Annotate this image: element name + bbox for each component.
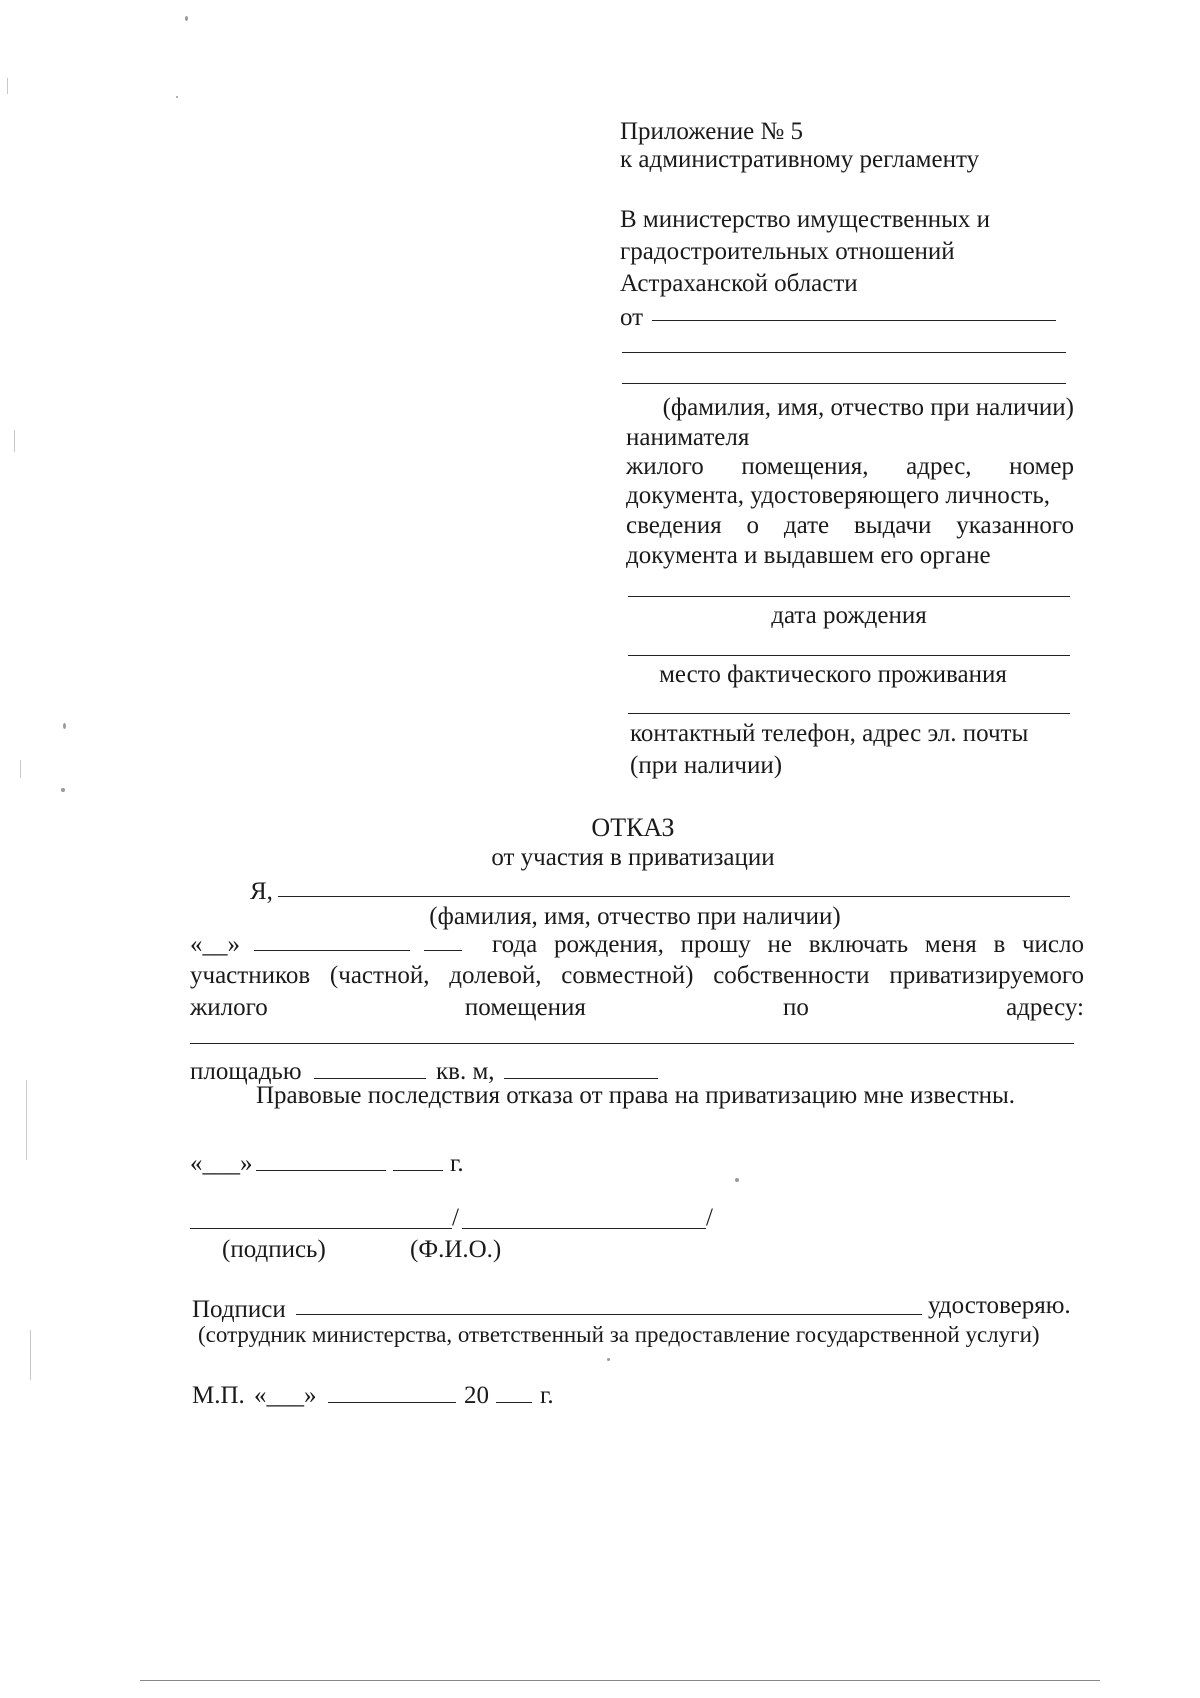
scan-speck — [63, 723, 66, 729]
participants-text: участников (частной, долевой, совместной) собственности приватизируемого — [190, 962, 1084, 989]
contact-caption: контактный телефон, адрес эл. почты — [630, 720, 1029, 747]
employee-field[interactable] — [296, 1314, 922, 1315]
appendix-title: Приложение № 5 — [620, 118, 804, 145]
dwelling-address-text: жилого помещения по адресу: — [190, 994, 1084, 1021]
consequences-text: Правовые последствия отказа от права на приватизацию мне известны. — [256, 1082, 1016, 1109]
date-day-field[interactable]: «___» — [190, 1150, 253, 1177]
scan-mark — [20, 760, 21, 778]
address-field[interactable] — [190, 1043, 1074, 1044]
area-label: площадью — [190, 1058, 302, 1085]
residence-field[interactable] — [628, 655, 1070, 656]
id-document-caption: документа, удостоверяющего личность, — [626, 482, 1051, 509]
date-year-suffix: г. — [450, 1150, 464, 1177]
applicant-field-2[interactable] — [622, 352, 1066, 353]
fio-caption: (фамилия, имя, отчество при наличии) — [662, 394, 1074, 421]
contact-caption-optional: (при наличии) — [630, 752, 783, 779]
fio-caption-body: (фамилия, имя, отчество при наличии) — [429, 903, 841, 930]
area-unit: кв. м, — [436, 1058, 495, 1085]
stamp-month-field[interactable] — [328, 1402, 456, 1403]
applicant-field-3[interactable] — [622, 383, 1066, 384]
page-edge-line — [140, 1680, 1100, 1681]
fio-field[interactable] — [278, 896, 1070, 897]
from-field[interactable] — [652, 320, 1056, 321]
signatures-label: Подписи — [192, 1296, 286, 1323]
scan-mark — [26, 1080, 27, 1160]
scan-speck — [176, 96, 178, 98]
signature-caption: (подпись) — [222, 1236, 326, 1263]
employee-caption: (сотрудник министерства, ответственный за предоставление государственной услуги) — [198, 1322, 1040, 1347]
scan-mark — [7, 78, 8, 94]
dwelling-caption: жилого помещения, адрес, номер — [626, 453, 1074, 480]
addressee-line-1: В министерство имущественных и — [620, 206, 991, 233]
scan-speck — [61, 788, 65, 792]
signature-slash-end: / — [706, 1204, 713, 1231]
contact-field[interactable] — [628, 713, 1070, 714]
document-title: ОТКАЗ — [591, 813, 675, 842]
signature-field[interactable] — [190, 1228, 452, 1229]
signature-slash: / — [452, 1204, 459, 1231]
signature-fio-field[interactable] — [462, 1228, 706, 1229]
date-month-field[interactable] — [256, 1170, 386, 1171]
scan-mark — [30, 1330, 31, 1380]
tenant-caption: нанимателя — [626, 424, 750, 451]
certify-label: удостоверяю. — [928, 1292, 1071, 1319]
birth-date-field[interactable] — [628, 596, 1070, 597]
scan-speck — [735, 1178, 739, 1182]
appendix-subtitle: к административному регламенту — [620, 146, 980, 173]
addressee-line-2: градостроительных отношений — [620, 238, 955, 265]
residence-caption: место фактического проживания — [659, 661, 1007, 688]
date-year-field[interactable] — [393, 1170, 443, 1171]
birth-year-field[interactable] — [424, 950, 462, 951]
fio-short-caption: (Ф.И.О.) — [410, 1236, 502, 1263]
stamp-year-field[interactable] — [496, 1402, 532, 1403]
birth-day-field[interactable]: «__» — [190, 931, 240, 958]
birth-date-caption: дата рождения — [771, 602, 927, 629]
addressee-line-3: Астраханской области — [620, 270, 858, 297]
area-field[interactable] — [314, 1078, 426, 1079]
scan-speck — [607, 1358, 610, 1361]
stamp-day-field[interactable]: «___» — [254, 1382, 317, 1409]
birth-text: года рождения, прошу не включать меня в число — [492, 931, 1084, 958]
i-label: Я, — [250, 878, 273, 905]
scan-mark — [14, 430, 15, 452]
issue-date-caption: сведения о дате выдачи указанного — [626, 512, 1074, 539]
scan-speck — [185, 16, 188, 21]
stamp-year-suffix: г. — [540, 1382, 554, 1409]
from-label: от — [620, 304, 644, 331]
birth-month-field[interactable] — [254, 950, 410, 951]
stamp-label: М.П. — [192, 1382, 245, 1409]
area-extra-field[interactable] — [504, 1078, 658, 1079]
stamp-year-prefix: 20 — [464, 1382, 489, 1409]
document-subtitle: от участия в приватизации — [491, 844, 775, 871]
issuer-caption: документа и выдавшем его органе — [626, 542, 991, 569]
